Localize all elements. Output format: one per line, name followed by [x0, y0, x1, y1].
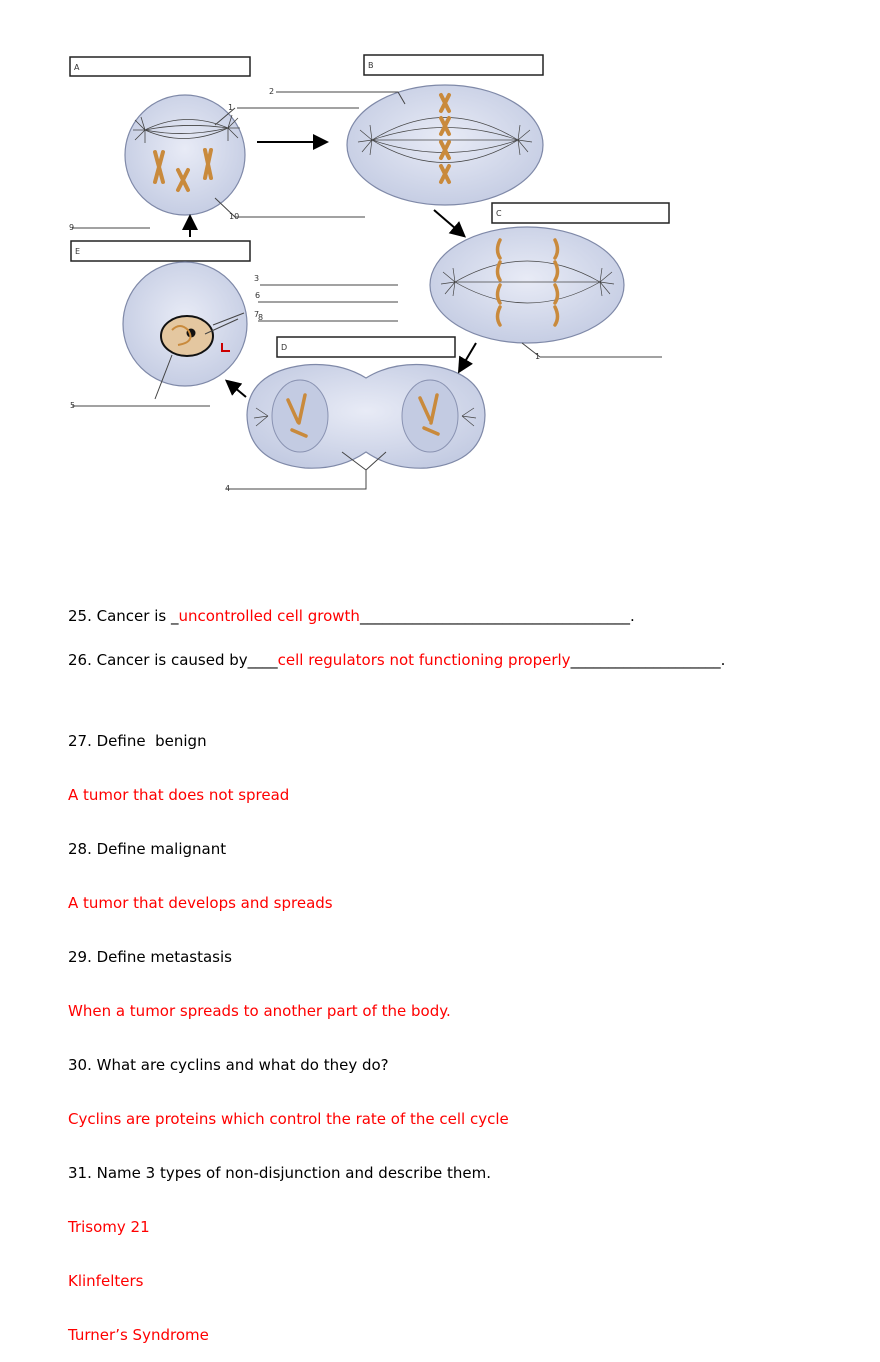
answer-31-3: Turner’s Syndrome: [68, 1326, 209, 1344]
answer-29: When a tumor spreads to another part of the body.: [68, 1002, 451, 1020]
stage-box-c: [492, 203, 669, 223]
svg-text:4: 4: [225, 484, 231, 493]
svg-text:8: 8: [258, 313, 264, 322]
svg-text:5: 5: [70, 401, 76, 410]
question-25-suffix: ____________________________________.: [359, 607, 635, 625]
svg-text:9: 9: [69, 223, 75, 232]
svg-text:E: E: [75, 247, 81, 256]
answer-30: Cyclins are proteins which control the rate of the cell cycle: [68, 1110, 509, 1128]
answer-25: uncontrolled cell growth: [178, 607, 360, 625]
question-25-prefix: 25. Cancer is _: [68, 607, 179, 625]
answer-31-2: Klinfelters: [68, 1272, 144, 1290]
svg-text:D: D: [281, 343, 288, 352]
svg-text:7: 7: [254, 310, 260, 319]
answer-27: A tumor that does not spread: [68, 786, 290, 804]
question-30: 30. What are cyclins and what do they do?: [68, 1056, 389, 1074]
svg-text:C: C: [496, 209, 502, 218]
cell-metaphase: [347, 85, 543, 205]
question-26-prefix: 26. Cancer is caused by____: [68, 651, 278, 669]
cell-anaphase: [430, 227, 624, 343]
stage-box-d: [277, 337, 455, 357]
stage-box-b: [364, 55, 543, 75]
question-29: 29. Define metastasis: [68, 948, 232, 966]
cell-cycle-diagram: [0, 0, 880, 520]
question-28: 28. Define malignant: [68, 840, 227, 858]
svg-text:1: 1: [535, 352, 541, 361]
answer-28: A tumor that develops and spreads: [68, 894, 333, 912]
answer-26: cell regulators not functioning properly: [277, 651, 571, 669]
answer-31-1: Trisomy 21: [68, 1218, 150, 1236]
svg-text:A: A: [74, 63, 80, 72]
svg-text:1: 1: [228, 103, 234, 112]
svg-text:6: 6: [255, 291, 261, 300]
cell-interphase: [123, 262, 247, 386]
cell-prophase: [125, 95, 245, 215]
cell-telophase: [247, 365, 485, 469]
question-31: 31. Name 3 types of non-disjunction and describe them.: [68, 1164, 491, 1182]
stage-box-e: [71, 241, 250, 261]
svg-text:B: B: [368, 61, 374, 70]
question-block: [68, 696, 509, 1362]
svg-text:10: 10: [229, 212, 240, 221]
stage-box-a: [70, 57, 250, 76]
question-26-suffix: ____________________.: [570, 651, 726, 669]
question-26: [68, 651, 725, 669]
question-27: 27. Define benign: [68, 732, 207, 750]
question-25: [68, 607, 635, 625]
svg-text:2: 2: [269, 87, 275, 96]
svg-text:3: 3: [254, 274, 260, 283]
